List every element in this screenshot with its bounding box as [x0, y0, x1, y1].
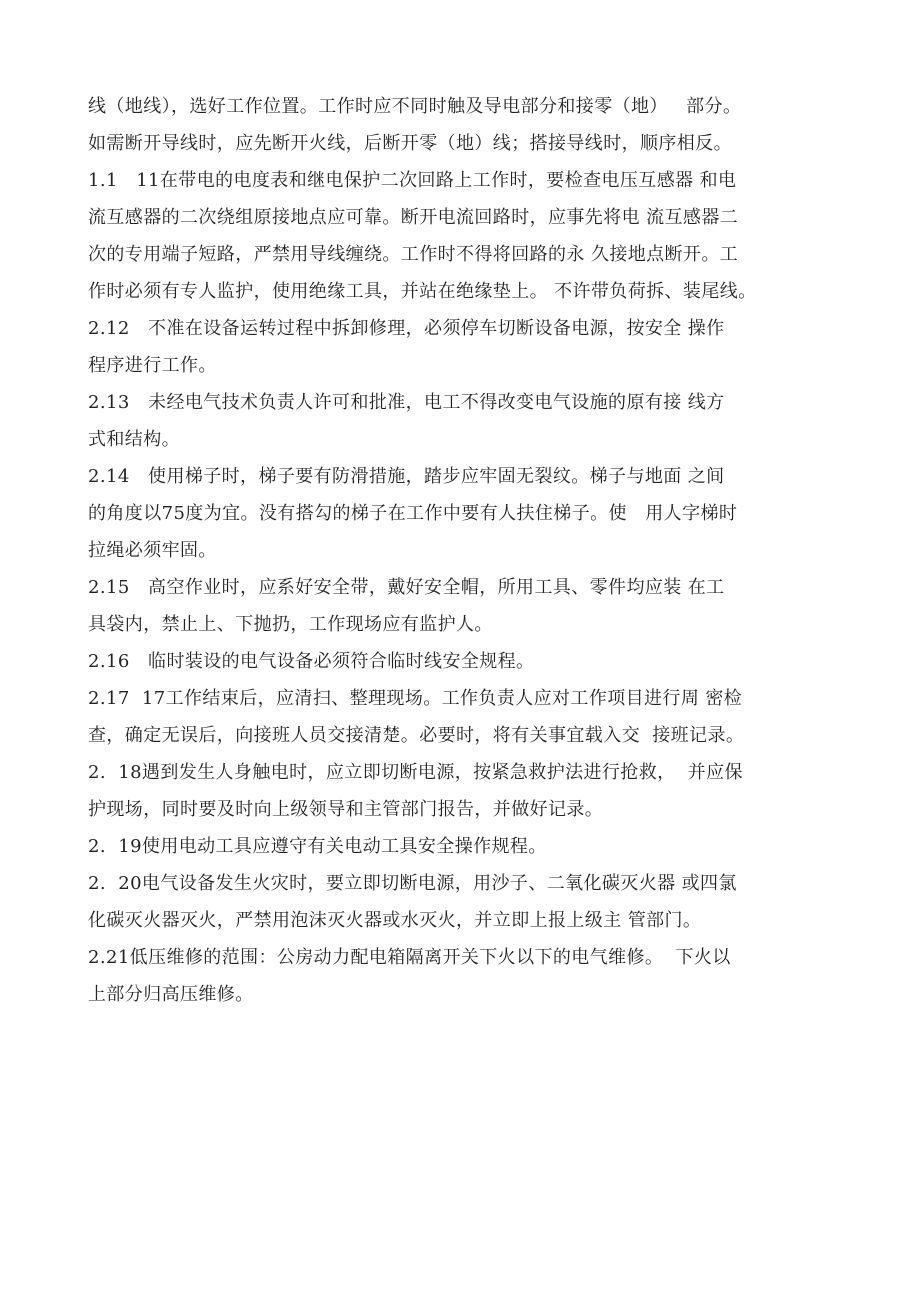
document-body [88, 88, 808, 1013]
text-line: 如需断开导线时，应先断开火线，后断开零（地）线；搭接导线时，顺序相反。 [88, 133, 732, 154]
text-line: 次的专用端子短路，严禁用导线缠绕。工作时不得将回路的永 久接地点断开。工 [88, 244, 739, 265]
text-line: 2.13 未经电气技术负责人许可和批准，电工不得改变电气设施的原有接 线方 [88, 392, 725, 413]
text-line: 拉绳必须牢固。 [88, 540, 217, 561]
text-line: 作时必须有专人监护，使用绝缘工具，并站在绝缘垫上。 不许带负荷拆、装尾线。 [88, 281, 757, 302]
text-line: 2.12 不准在设备运转过程中拆卸修理，必须停车切断设备电源，按安全 操作 [88, 318, 725, 339]
text-line: 2.17 17工作结束后，应清扫、整理现场。工作负责人应对工作项目进行周 密检 [88, 688, 743, 709]
text-line: 2. 19使用电动工具应遵守有关电动工具安全操作规程。 [88, 836, 547, 857]
text-line: 查，确定无误后，向接班人员交接清楚。必要时，将有关事宜载入交 接班记录。 [88, 725, 745, 746]
text-line: 具袋内，禁止上、下抛扔，工作现场应有监护人。 [88, 614, 493, 635]
text-line: 线（地线），选好工作位置。工作时应不同时触及导电部分和接零（地） 部分。 [88, 96, 742, 117]
text-line: 2.14 使用梯子时，梯子要有防滑措施，踏步应牢固无裂纹。梯子与地面 之间 [88, 466, 725, 487]
text-line: 式和结构。 [88, 429, 180, 450]
text-line: 护现场，同时要及时向上级领导和主管部门报告，并做好记录。 [88, 799, 604, 820]
text-line: 化碳灭火器灭火，严禁用泡沫灭火器或水灭火，并立即上报上级主 管部门。 [88, 910, 702, 931]
text-line: 的角度以75度为宜。没有搭勾的梯子在工作中要有人扶住梯子。使 用人字梯时 [88, 503, 738, 524]
text-line: 2. 18遇到发生人身触电时，应立即切断电源，按紧急救护法进行抢救， 并应保 [88, 762, 743, 783]
text-line: 流互感器的二次绕组原接地点应可靠。断开电流回路时，应事先将电 流互感器二 [88, 207, 739, 228]
text-line: 上部分归高压维修。 [88, 984, 254, 1005]
text-line: 2. 20电气设备发生火灾时，要立即切断电源，用沙子、二氧化碳灭火器 或四氯 [88, 873, 737, 894]
text-line: 2.16 临时装设的电气设备必须符合临时线安全规程。 [88, 651, 535, 672]
text-line: 2.21低压维修的范围：公房动力配电箱隔离开关下火以下的电气维修。 下火以 [88, 947, 731, 968]
text-line: 1.1 11在带电的电度表和继电保护二次回路上工作时，要检查电压互感器 和电 [88, 170, 737, 191]
text-line: 2.15 高空作业时，应系好安全带，戴好安全帽，所用工具、零件均应装 在工 [88, 577, 725, 598]
text-line: 程序进行工作。 [88, 355, 217, 376]
